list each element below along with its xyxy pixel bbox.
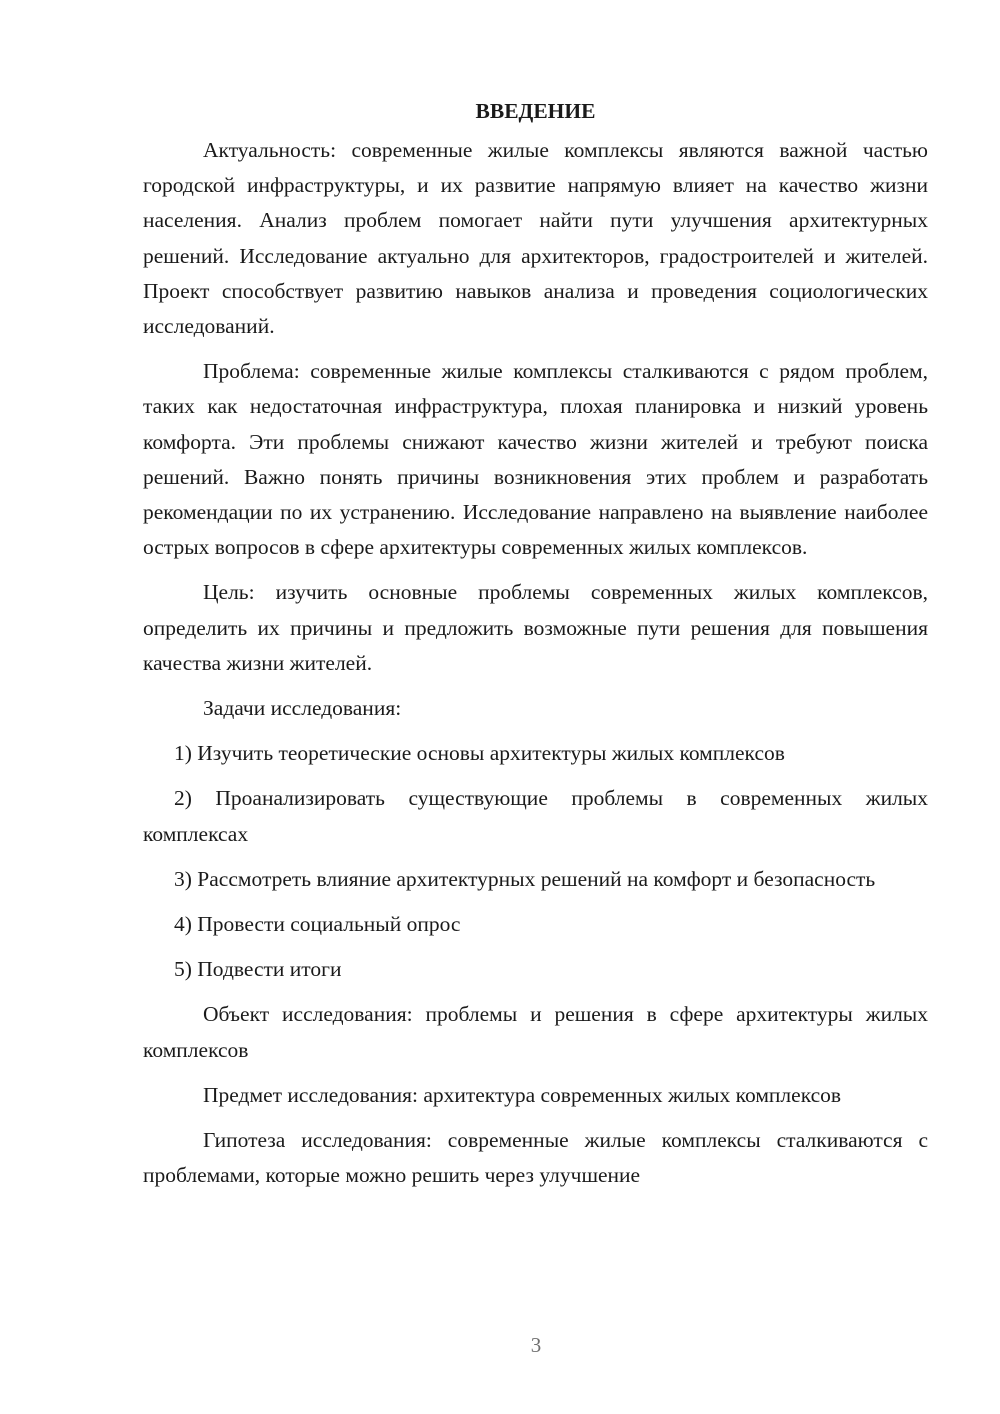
section-title: ВВЕДЕНИЕ <box>475 99 596 123</box>
hypothesis-paragraph: Гипотеза исследования: современные жилые комплексы сталкиваются с проблемами, которые можно решить через улучшение <box>143 1128 928 1188</box>
object-paragraph: Объект исследования: проблемы и решения в сфере архитектуры жилых комплексов <box>143 1002 928 1062</box>
task-item-5: 5) Подвести итоги <box>174 957 342 982</box>
subject-paragraph: Предмет исследования: архитектура современных жилых комплексов <box>203 1082 842 1107</box>
page-number: 3 <box>530 1333 542 1357</box>
relevance-paragraph: Актуальность: современные жилые комплексы являются важной частью городской инфраструктуры, и их развитие напрямую влияет на качество жизни населения. Анализ проблем помогает найти пути улучшения архитектурных решений. Исследование актуально для архитекторов, градостроителей и жителей. Проект способствует развитию навыков анализа и проведения социологических исследований. <box>143 138 928 339</box>
task-item-3: 3) Рассмотреть влияние архитектурных решений на комфорт и безопасность <box>174 866 876 891</box>
problem-paragraph: Проблема: современные жилые комплексы сталкиваются с рядом проблем, таких как недостаточная инфраструктура, плохая планировка и низкий уровень комфорта. Эти проблемы снижают качество жизни жителей и требуют поиска решений. Важно понять причины возникновения этих проблем и разработать рекомендации по их устранению. Исследование направлено на выявление наиболее острых вопросов в сфере архитектуры современных жилых комплексов. <box>143 359 928 560</box>
goal-paragraph: Цель: изучить основные проблемы современных жилых комплексов, определить их причины и предложить возможные пути решения для повышения качества жизни жителей. <box>143 580 928 675</box>
document-body <box>143 94 928 1203</box>
task-item-4: 4) Провести социальный опрос <box>174 912 461 937</box>
tasks-heading: Задачи исследования: <box>203 696 402 721</box>
task-item-2: 2) Проанализировать существующие проблемы в современных жилых комплексах <box>143 786 928 846</box>
task-item-1: 1) Изучить теоретические основы архитектуры жилых комплексов <box>174 741 785 766</box>
